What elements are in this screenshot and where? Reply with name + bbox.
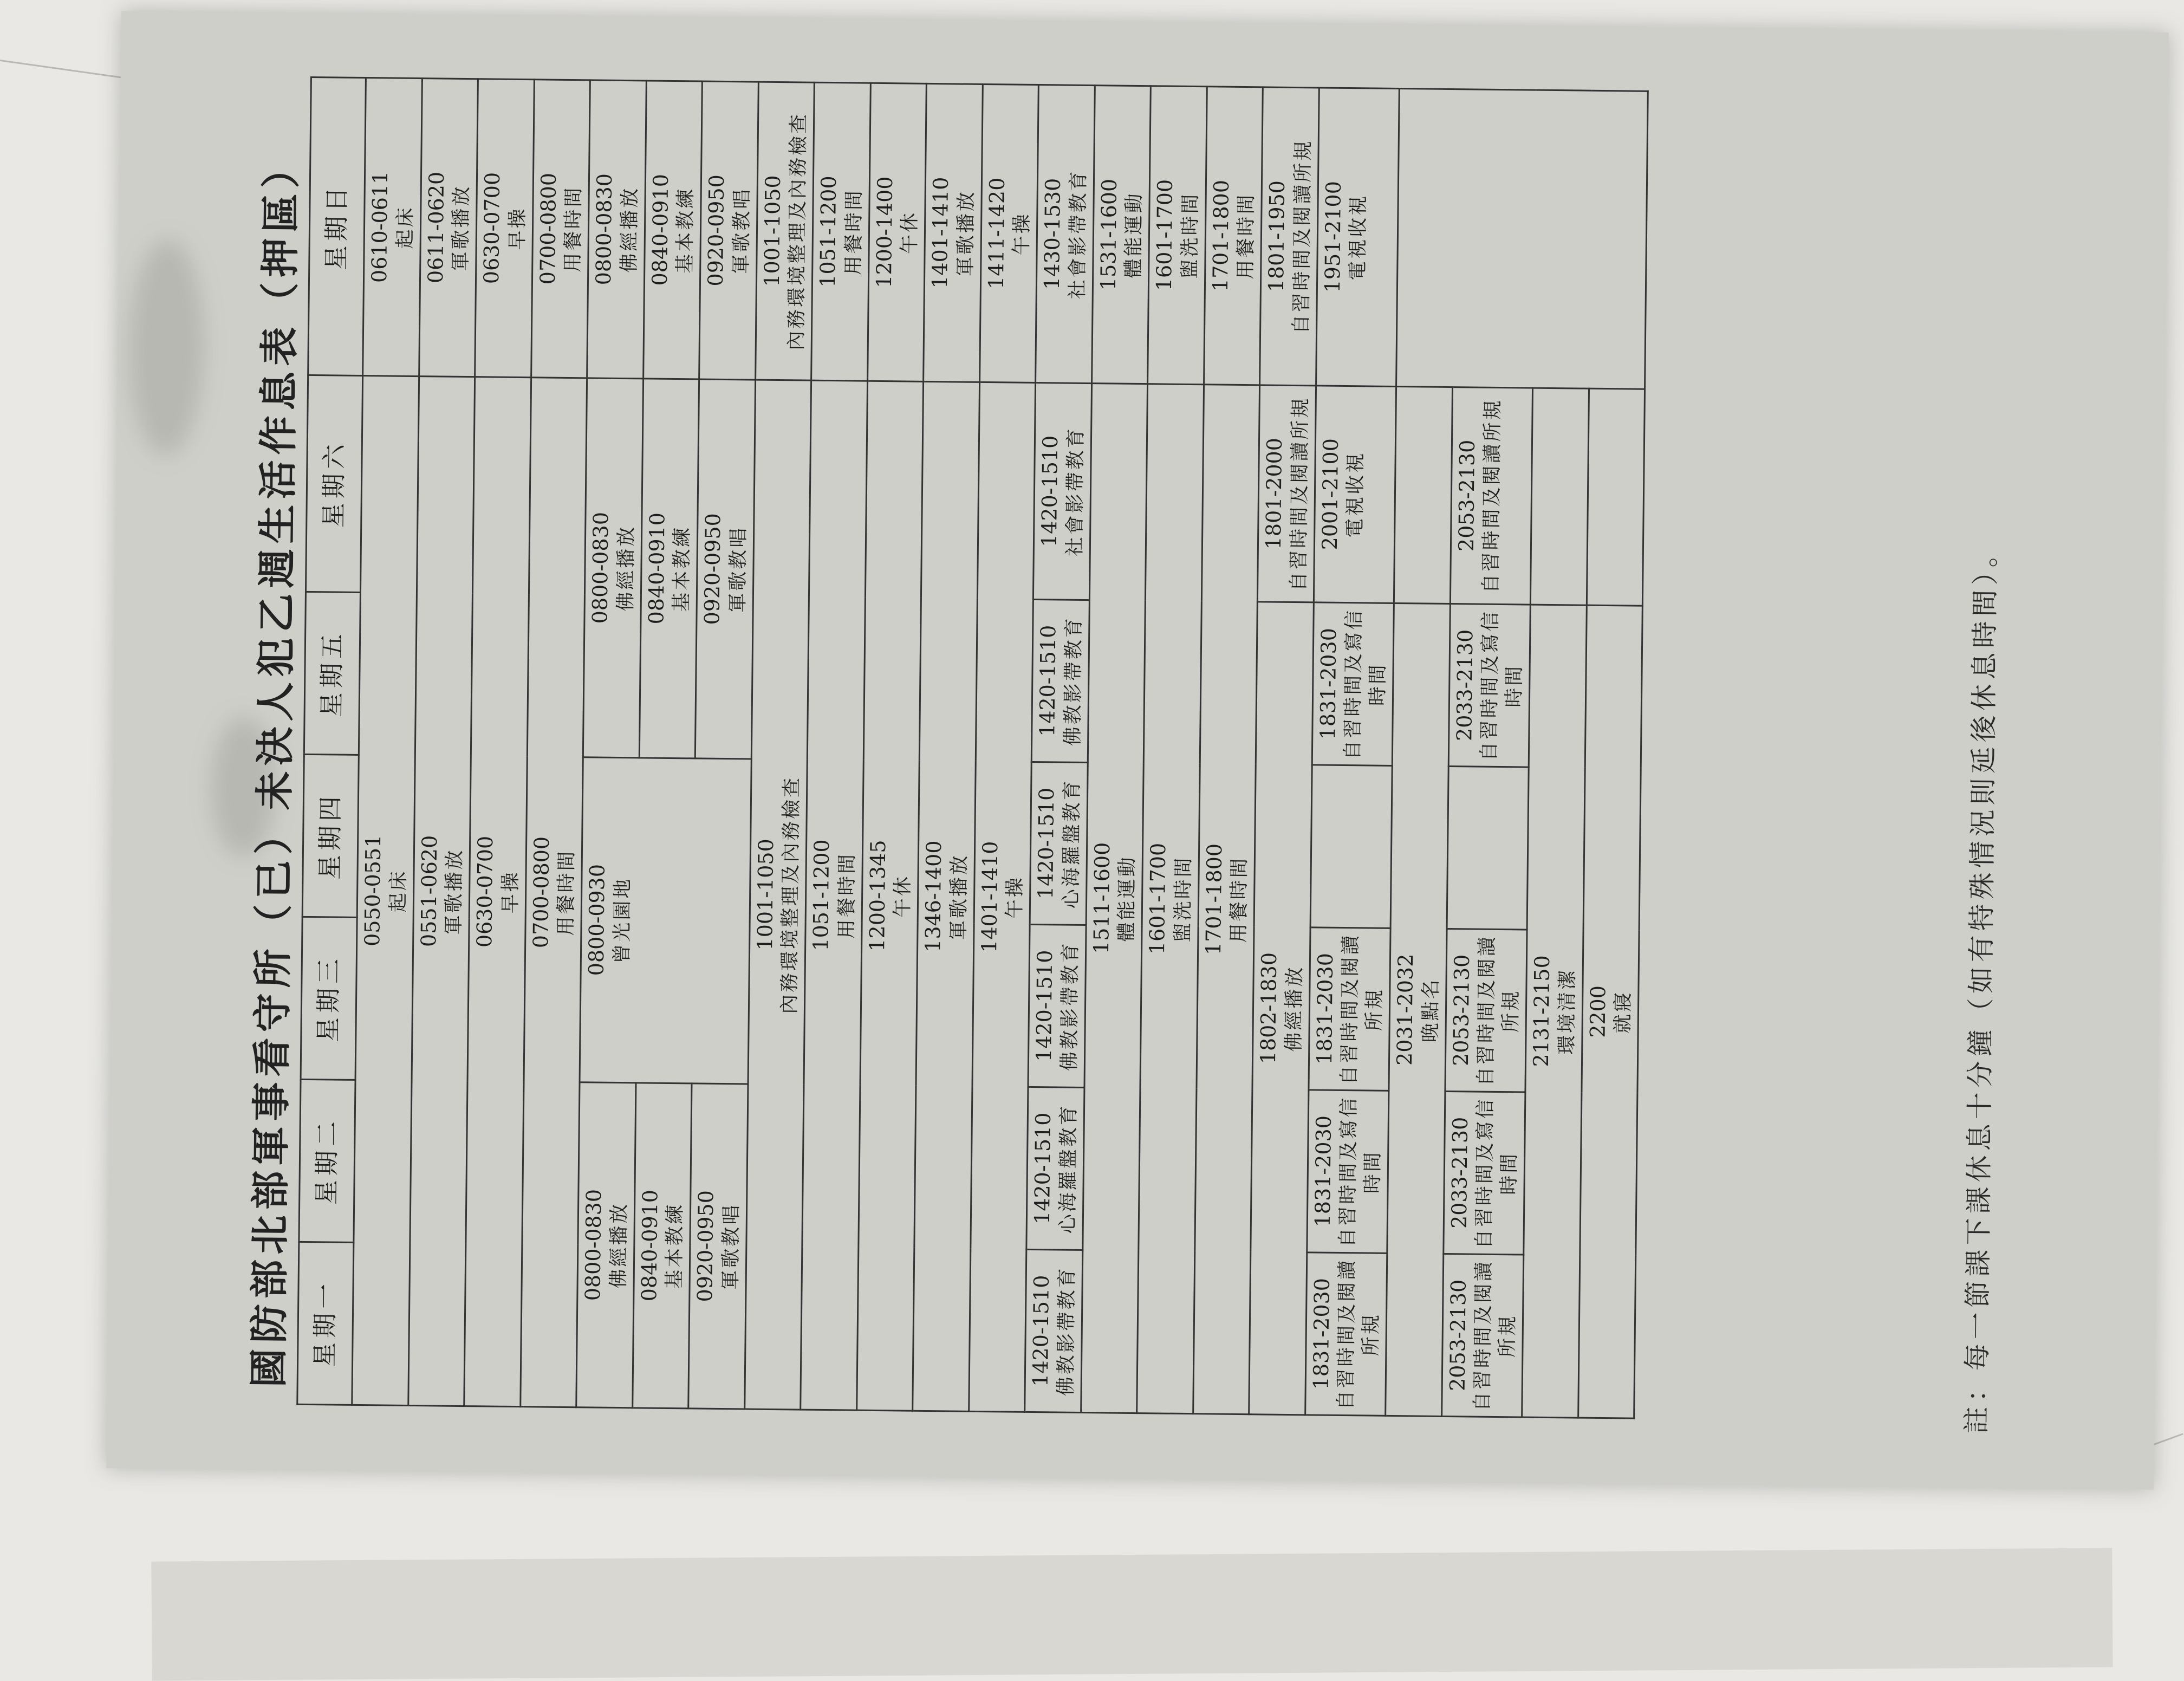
cell-activity: 軍歌教唱: [726, 525, 750, 613]
schedule-cell: [531, 80, 590, 378]
schedule-cell: [811, 82, 870, 381]
schedule-cell: [801, 380, 867, 1410]
schedule-cell: [1030, 762, 1088, 925]
cell-time: 0800-0830: [591, 173, 617, 285]
schedule-cell: [1443, 1091, 1525, 1255]
schedule-cell: [1148, 86, 1207, 385]
cell-time: 1420-1510: [1035, 625, 1061, 737]
day-header: 星期三: [301, 917, 357, 1080]
footnote: 註：每一節課下課休息十分鐘（如有特殊情況則延後休息時間）。: [1960, 536, 2002, 1434]
cell-time: 0550-0551: [360, 834, 386, 947]
cell-time: 1200-1400: [872, 176, 897, 288]
cell-time: 1401-1410: [927, 177, 953, 289]
schedule-cell: [867, 83, 926, 381]
cell-time: 1601-1700: [1152, 179, 1178, 291]
cell-time: 1831-2030: [1310, 1115, 1336, 1228]
schedule-cell: [1394, 386, 1452, 603]
schedule-cell: [1249, 602, 1314, 1415]
cell-activity: 社會影帶教育: [1063, 426, 1087, 557]
cell-activity: 用餐時間: [562, 185, 585, 272]
cell-time: 0840-0910: [636, 1189, 662, 1302]
cell-activity: 軍歌播放: [443, 848, 466, 935]
schedule-cell: [1310, 765, 1393, 929]
cell-time: 0700-0800: [535, 172, 561, 285]
schedule-cell: [856, 381, 923, 1411]
cell-activity: 佛經播放: [618, 186, 641, 273]
cell-activity: 自習時間及閱讀所規: [1335, 1258, 1383, 1410]
cell-activity: 基本教練: [670, 525, 694, 612]
cell-activity: 用餐時間: [1227, 856, 1251, 943]
second-paper-sheet: [151, 1548, 2112, 1680]
cell-time: 0920-0950: [703, 174, 729, 287]
cell-time: 0800-0830: [581, 1189, 606, 1301]
schedule-cell: [924, 83, 983, 382]
cell-activity: 午休: [891, 874, 914, 918]
schedule-paper: [106, 11, 2169, 1489]
cell-activity: 自習時間及閱讀所規: [1480, 398, 1504, 594]
cell-activity: 自習時間及閱讀所規: [1290, 139, 1315, 334]
schedule-cell: [688, 1083, 748, 1409]
schedule-cell: [1445, 929, 1527, 1092]
schedule-cell: [1081, 384, 1147, 1413]
schedule-cell: [520, 378, 587, 1407]
cell-activity: 佛經播放: [1282, 965, 1306, 1052]
cell-time: 1420-1510: [1031, 950, 1057, 1062]
cell-activity: 曾光園地: [610, 877, 634, 964]
cell-activity: 早操: [499, 870, 522, 914]
schedule-cell: [1396, 88, 1648, 389]
schedule-cell: [408, 377, 474, 1406]
cell-activity: 自習時間及寫信時間: [1341, 608, 1389, 760]
cell-activity: 環境清潔: [1555, 968, 1579, 1055]
schedule-cell: [1447, 767, 1529, 930]
schedule-cell: [1450, 387, 1533, 605]
cell-activity: 午操: [1010, 211, 1034, 256]
cell-activity: 基本教練: [663, 1202, 687, 1289]
cell-time: 2033-2130: [1447, 1117, 1472, 1229]
schedule-cell: [1587, 388, 1645, 606]
cell-time: 0840-0910: [644, 512, 670, 625]
cell-activity: 自習時間及閱讀所規: [1287, 396, 1312, 592]
schedule-cell: [363, 78, 422, 377]
table-row: [1305, 88, 1399, 1416]
cell-time: 1420-1510: [1028, 1275, 1054, 1387]
cell-activity: 電視收視: [1347, 193, 1370, 281]
schedule-cell: [583, 378, 643, 758]
cell-time: 0920-0950: [700, 512, 725, 625]
schedule-cell: [1193, 385, 1259, 1414]
cell-activity: 晚點名: [1419, 977, 1442, 1043]
cell-time: 1831-2030: [1312, 952, 1337, 1065]
cell-activity: 體能運動: [1122, 191, 1146, 278]
cell-time: 1701-1800: [1208, 179, 1233, 292]
schedule-cell: [587, 80, 646, 379]
schedule-cell: [1028, 924, 1086, 1087]
cell-time: 1701-1800: [1201, 843, 1226, 956]
day-header: 星期日: [308, 77, 366, 375]
cell-time: 2053-2130: [1445, 1279, 1471, 1392]
schedule-cell: [1316, 88, 1399, 387]
cell-time: 2031-2032: [1392, 953, 1418, 1066]
cell-activity: 用餐時間: [842, 188, 866, 276]
cell-time: 2131-2150: [1529, 955, 1555, 1067]
cell-time: 0551-0620: [416, 835, 441, 947]
schedule-cell: [1448, 604, 1531, 768]
schedule-cell: [1091, 86, 1150, 384]
schedule-cell: [1031, 599, 1089, 762]
schedule-cell: [632, 1083, 692, 1409]
schedule-cell: [755, 82, 814, 380]
cell-time: 1346-1400: [921, 840, 946, 952]
schedule-cell: [475, 79, 534, 378]
cell-activity: 佛教影帶教育: [1058, 941, 1082, 1072]
schedule-cell: [1530, 388, 1589, 605]
cell-activity: 心海羅盤教育: [1060, 778, 1083, 909]
schedule-cell: [744, 380, 811, 1410]
schedule-cell: [643, 81, 702, 379]
cell-time: 1802-1830: [1256, 952, 1282, 1065]
cell-activity: 午操: [1003, 875, 1026, 919]
schedule-cell: [419, 79, 478, 377]
schedule-cell: [1306, 1090, 1389, 1254]
cell-time: 1511-1600: [1089, 842, 1114, 955]
cell-activity: 就寢: [1611, 990, 1635, 1034]
cell-activity: 軍歌教唱: [719, 1203, 743, 1290]
schedule-cell: [1204, 87, 1263, 385]
cell-time: 1420-1510: [1030, 1112, 1055, 1225]
schedule-cell: [1308, 927, 1390, 1091]
day-header: 星期四: [302, 754, 359, 917]
schedule-content: [106, 11, 2169, 1489]
cell-time: 0700-0800: [528, 836, 554, 949]
schedule-cell: [1257, 385, 1316, 602]
schedule-table: [296, 76, 1649, 1419]
schedule-cell: [1312, 602, 1394, 766]
schedule-cell: [699, 81, 758, 380]
cell-time: 1001-1050: [759, 175, 785, 287]
schedule-cell: [1033, 382, 1091, 600]
schedule-cell: [1260, 87, 1319, 386]
cell-activity: 盥洗時間: [1178, 192, 1202, 279]
cell-activity: 軍歌播放: [947, 853, 971, 940]
cell-time: 0630-0700: [479, 172, 505, 284]
schedule-cell: [1036, 85, 1095, 384]
schedule-cell: [1305, 1252, 1387, 1416]
cell-time: 1531-1600: [1096, 178, 1121, 291]
cell-time: 2033-2130: [1452, 629, 1477, 742]
schedule-cell: [1441, 1254, 1524, 1417]
cell-activity: 起床: [387, 869, 410, 913]
cell-time: 0630-0700: [472, 835, 498, 948]
schedule-cell: [1522, 605, 1587, 1418]
cell-activity: 自習時間及閱讀所規: [1338, 933, 1386, 1085]
cell-time: 2001-2100: [1317, 438, 1343, 550]
cell-time: 0840-0910: [647, 173, 673, 286]
schedule-cell: [1025, 1249, 1083, 1412]
cell-time: 1420-1510: [1037, 435, 1063, 548]
schedule-cell: [1314, 386, 1396, 603]
cell-time: 1831-2030: [1315, 627, 1341, 740]
cell-activity: 佛教影帶教育: [1055, 1265, 1078, 1397]
cell-activity: 自習時間及閱讀所規: [1471, 1260, 1519, 1412]
day-header: 星期二: [299, 1079, 355, 1242]
schedule-cell: [979, 84, 1038, 382]
cell-time: 1801-1950: [1264, 180, 1290, 293]
cell-time: 1051-1200: [809, 839, 834, 951]
cell-activity: 軍歌播放: [450, 184, 473, 271]
wall-crack: [0, 60, 123, 79]
cell-time: 1430-1530: [1039, 178, 1065, 290]
cell-time: 0611-0620: [423, 171, 448, 284]
cell-activity: 自習時間及閱讀所規: [1474, 934, 1523, 1087]
cell-activity: 內務環境整理及內務檢查: [778, 775, 803, 1015]
cell-time: 2053-2130: [1448, 954, 1474, 1067]
day-header: 星期六: [306, 375, 362, 592]
schedule-cell: [580, 757, 751, 1084]
cell-time: 2053-2130: [1454, 439, 1479, 552]
schedule-cell: [352, 375, 419, 1405]
cell-activity: 內務環境整理及內務檢查: [785, 112, 810, 351]
cell-activity: 軍歌教唱: [730, 187, 753, 275]
page-title: 國防部北部軍事看守所（已）未決人犯乙週生活作息表（押區）: [245, 143, 304, 1388]
cell-activity: 早操: [506, 206, 529, 250]
cell-activity: 電視收視: [1344, 451, 1367, 538]
cell-time: 1401-1410: [977, 841, 1002, 953]
cell-activity: 起床: [394, 205, 417, 249]
cell-time: 0920-0950: [693, 1190, 718, 1302]
cell-time: 1420-1510: [1034, 787, 1059, 900]
schedule-cell: [1386, 603, 1450, 1416]
day-header: 星期一: [297, 1242, 354, 1405]
cell-activity: 自習時間及寫信時間: [1478, 609, 1526, 762]
cell-activity: 用餐時間: [555, 849, 578, 936]
cell-activity: 用餐時間: [835, 852, 859, 939]
schedule-cell: [1026, 1087, 1084, 1250]
cell-activity: 自習時間及寫信時間: [1336, 1095, 1384, 1248]
schedule-cell: [695, 379, 755, 759]
cell-activity: 佛教影帶教育: [1061, 616, 1086, 747]
cell-time: 1200-1345: [864, 840, 890, 952]
cell-activity: 心海羅盤教育: [1056, 1103, 1080, 1234]
cell-activity: 體能運動: [1115, 855, 1139, 942]
cell-time: 1001-1050: [752, 838, 778, 951]
cell-time: 1411-1420: [984, 177, 1009, 290]
cell-time: 2200: [1585, 985, 1610, 1039]
cell-time: 1831-2030: [1309, 1277, 1334, 1390]
cell-activity: 社會影帶教育: [1066, 169, 1090, 300]
schedule-cell: [639, 379, 699, 758]
cell-time: 0800-0930: [584, 864, 609, 976]
cell-activity: 自習時間及寫信時間: [1473, 1097, 1521, 1249]
day-header: 星期五: [304, 592, 360, 755]
cell-time: 1951-2100: [1320, 180, 1346, 293]
cell-activity: 基本教練: [674, 186, 697, 274]
cell-time: 1051-1200: [815, 176, 841, 288]
cell-activity: 用餐時間: [1234, 192, 1258, 280]
cell-time: 0610-0611: [367, 171, 393, 283]
schedule-cell: [968, 382, 1035, 1412]
cell-activity: 佛經播放: [614, 524, 638, 612]
cell-activity: 佛經播放: [607, 1202, 630, 1289]
cell-time: 1601-1700: [1145, 842, 1171, 955]
schedule-cell: [576, 1082, 636, 1408]
cell-activity: 軍歌播放: [954, 189, 978, 277]
schedule-cell: [464, 377, 531, 1407]
schedule-cell: [1137, 384, 1204, 1414]
schedule-cell: [1578, 605, 1642, 1418]
cell-activity: 盥洗時間: [1171, 855, 1195, 943]
cell-time: 1801-2000: [1261, 437, 1287, 550]
schedule-cell: [913, 381, 979, 1411]
cell-activity: 午休: [898, 210, 921, 255]
cell-time: 0800-0830: [588, 511, 613, 624]
